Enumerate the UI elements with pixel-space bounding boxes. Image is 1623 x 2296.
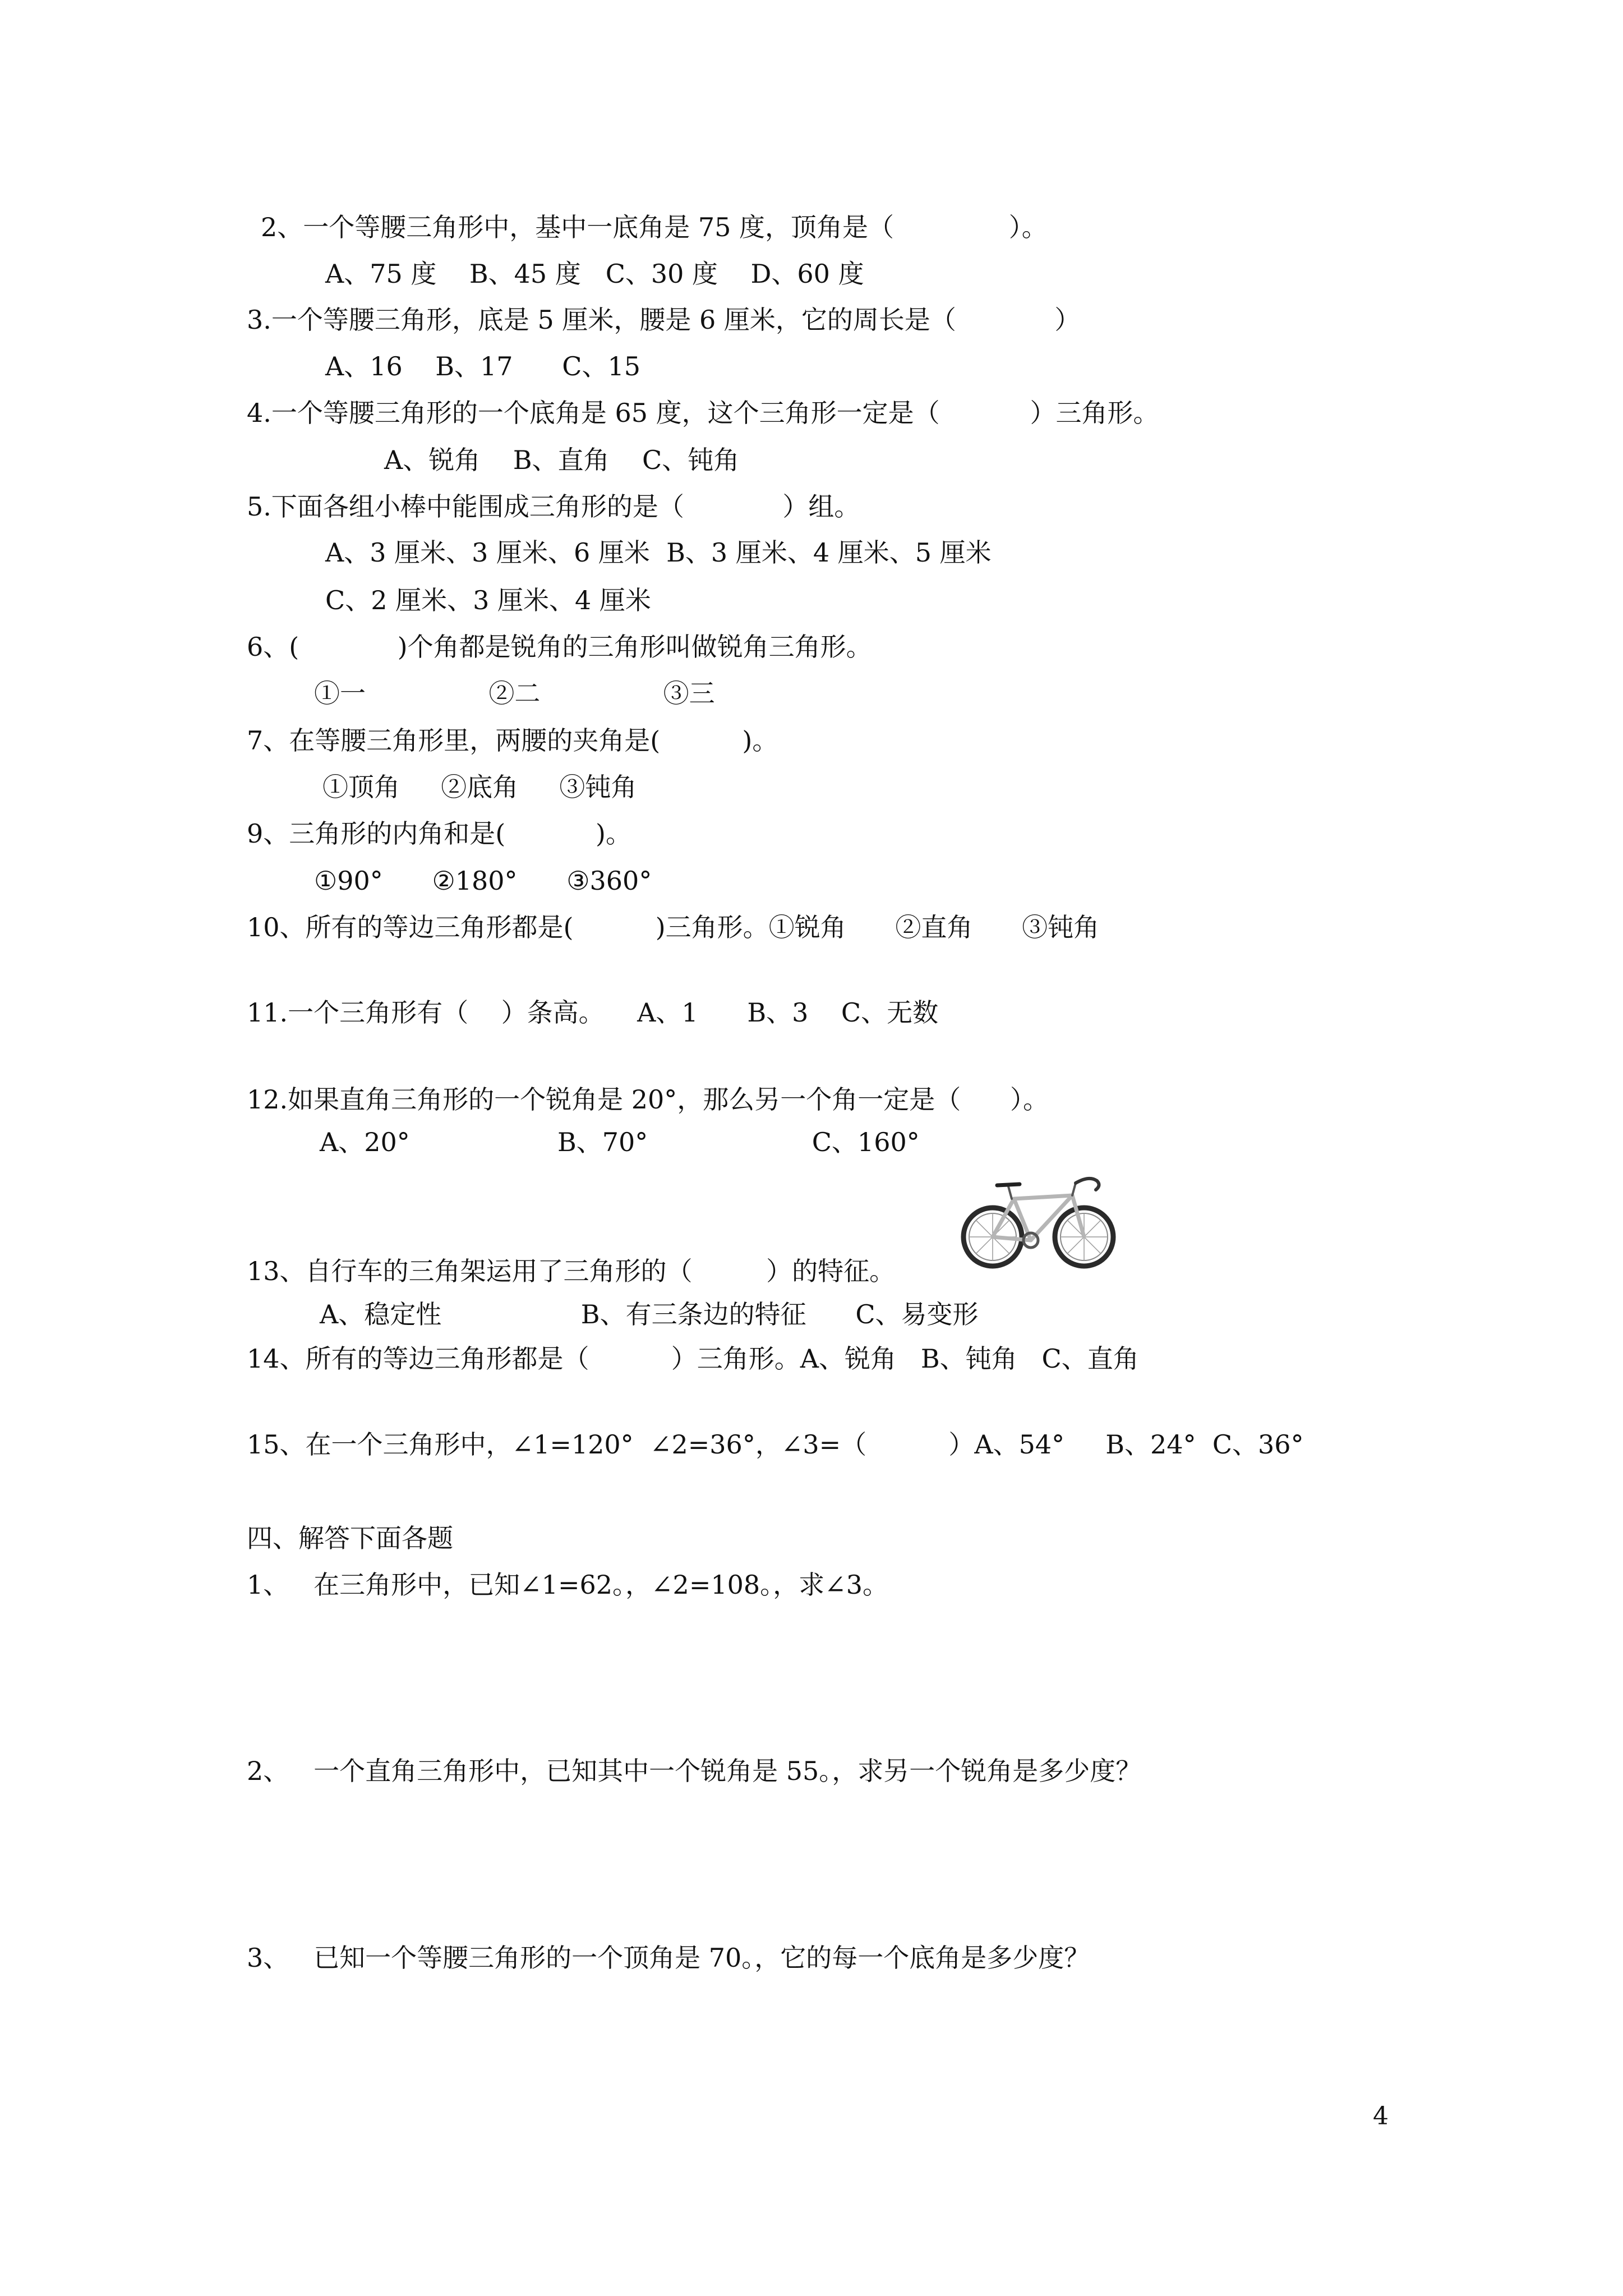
question-5-stem: 5.下面各组小棒中能围成三角形的是（ ）组。 [247, 491, 860, 522]
question-12-options: A、20° B、70° C、160° [320, 1127, 920, 1157]
section-4-problem-3: 3、 已知一个等腰三角形的一个顶角是 70。，它的每一个底角是多少度？ [247, 1943, 1090, 1973]
question-12-stem: 12.如果直角三角形的一个锐角是 20°，那么另一个角一定是（ ）。 [247, 1084, 1049, 1115]
question-2-stem: 2、一个等腰三角形中，基中一底角是 75 度，顶角是（ ）。 [261, 212, 1048, 242]
question-6-stem: 6、( )个角都是锐角的三角形叫做锐角三角形。 [247, 632, 872, 662]
question-13-stem: 13、自行车的三角架运用了三角形的（ ）的特征。 [247, 1256, 896, 1286]
question-4-stem: 4.一个等腰三角形的一个底角是 65 度，这个三角形一定是（ ）三角形。 [247, 398, 1159, 428]
bicycle-image [953, 1170, 1124, 1269]
question-3-stem: 3.一个等腰三角形，底是 5 厘米，腰是 6 厘米，它的周长是（ ） [247, 305, 1081, 335]
question-5-options-line-2: C、2 厘米、3 厘米、4 厘米 [325, 585, 651, 615]
page-number: 4 [1373, 2102, 1389, 2131]
question-10-stem: 10、所有的等边三角形都是( )三角形。①锐角 ②直角 ③钝角 [247, 912, 1100, 942]
question-7-options: ①顶角 ②底角 ③钝角 [322, 772, 637, 802]
question-14-stem: 14、所有的等边三角形都是（ ）三角形。A、锐角 B、钝角 C、直角 [247, 1343, 1139, 1374]
question-2-options: A、75 度 B、45 度 C、30 度 D、60 度 [325, 259, 864, 289]
question-7-stem: 7、在等腰三角形里，两腰的夹角是( )。 [247, 725, 778, 756]
section-4-problem-2: 2、 一个直角三角形中，已知其中一个锐角是 55。，求另一个锐角是多少度？ [247, 1756, 1142, 1786]
question-3-options: A、16 B、17 C、15 [325, 351, 641, 381]
question-15-stem: 15、在一个三角形中，∠1=120° ∠2=36°，∠3=（ ）A、54° B、24° C、36° [247, 1429, 1304, 1460]
question-9-options: ①90° ②180° ③360° [314, 866, 652, 896]
section-4-title: 四、解答下面各题 [247, 1523, 453, 1553]
question-4-options: A、锐角 B、直角 C、钝角 [384, 445, 740, 475]
question-6-options: ①一 ②二 ③三 [314, 678, 715, 708]
question-11-stem: 11.一个三角形有（ ）条高。 A、1 B、3 C、无数 [247, 997, 939, 1028]
question-9-stem: 9、三角形的内角和是( )。 [247, 818, 632, 849]
question-5-options-line-1: A、3 厘米、3 厘米、6 厘米 B、3 厘米、4 厘米、5 厘米 [325, 537, 992, 568]
question-13-options: A、稳定性 B、有三条边的特征 C、易变形 [320, 1299, 979, 1329]
section-4-problem-1: 1、 在三角形中，已知∠1=62。，∠2=108。，求∠3。 [247, 1570, 888, 1600]
